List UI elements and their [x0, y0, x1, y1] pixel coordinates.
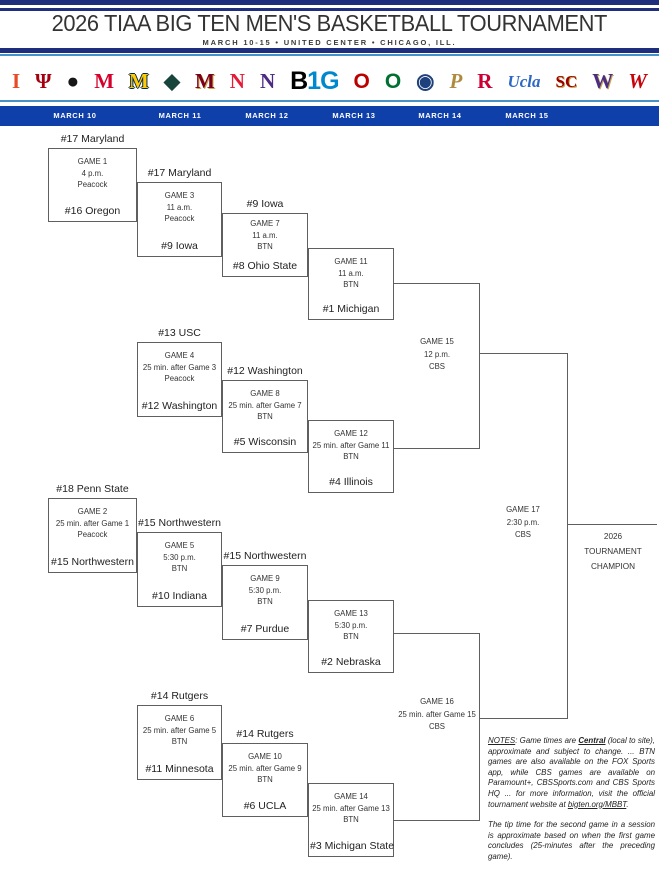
game-16-time: 25 min. after Game 15	[398, 709, 476, 719]
game-2-team-bottom: #15 Northwestern	[51, 556, 134, 568]
game-13-network: BTN	[343, 632, 359, 641]
game-3-team-bottom: #9 Iowa	[161, 240, 198, 252]
game-7-label: GAME 7	[250, 219, 280, 228]
game-9-box	[222, 565, 308, 640]
game-10-network: BTN	[257, 775, 273, 784]
game-4-team-bottom: #12 Washington	[141, 400, 218, 412]
game-1-team-top: #17 Maryland	[60, 133, 125, 145]
game-13-time: 5:30 p.m.	[334, 620, 368, 630]
page-title: 2026 TIAA BIG TEN MEN'S BASKETBALL TOURNAMENT	[51, 10, 608, 36]
game-11-team-bottom: #1 Michigan	[322, 303, 380, 315]
game-7	[222, 197, 308, 277]
notes-heading: NOTES	[488, 736, 516, 745]
game-12	[308, 404, 394, 493]
game-11-time: 11 a.m.	[338, 268, 364, 278]
game-4-box	[137, 342, 222, 417]
game-14-box	[308, 783, 394, 857]
game-1	[48, 132, 137, 222]
date-march-14: MARCH 14	[418, 111, 462, 120]
game-7-team-top: #9 Iowa	[246, 198, 284, 210]
game-14-team-top	[308, 767, 394, 783]
game-12-team-top	[308, 404, 394, 420]
game-3-team-top: #17 Maryland	[147, 167, 212, 179]
game-10-label: GAME 10	[248, 752, 282, 761]
date-header-bar	[0, 106, 659, 126]
purdue-logo: P	[449, 68, 463, 93]
game-2-network: Peacock	[77, 530, 108, 539]
game-17-label: GAME 17	[506, 505, 540, 514]
connector-final-vertical	[567, 353, 568, 719]
illinois-logo: I	[12, 68, 21, 93]
game-9-network: BTN	[257, 597, 273, 606]
big-ten-b1g-logo: B1G	[290, 66, 339, 95]
michigan-logo: M	[129, 68, 149, 93]
game-2-team-top: #18 Penn State	[56, 483, 129, 495]
game-12-box	[308, 420, 394, 493]
game-15-time: 12 p.m.	[423, 349, 450, 359]
game-16-network: CBS	[428, 722, 446, 731]
game-1-label: GAME 1	[77, 157, 108, 166]
game-16-label: GAME 16	[420, 697, 454, 706]
connector-game13-winner	[394, 633, 480, 634]
game-17	[482, 504, 564, 542]
header-divider-accent	[0, 54, 659, 56]
game-8	[222, 364, 308, 453]
game-14	[308, 767, 394, 857]
connector-game16-winner	[479, 718, 568, 719]
game-3-time: 11 a.m.	[166, 202, 193, 212]
game-3	[137, 166, 222, 257]
game-3-box	[137, 182, 222, 257]
game-4-network: Peacock	[164, 374, 195, 383]
maryland-logo: M	[94, 68, 115, 93]
game-13-team-bottom: #2 Nebraska	[321, 656, 381, 668]
game-11-team-top	[308, 232, 394, 248]
nebraska-logo: N	[229, 68, 245, 93]
game-6-box	[137, 705, 222, 780]
game-8-box	[222, 380, 308, 453]
game-6-team-bottom: #11 Minnesota	[145, 763, 214, 775]
connector-champion	[567, 524, 657, 525]
top-border-bar	[0, 0, 659, 5]
game-11-label: GAME 11	[334, 257, 368, 266]
game-8-time: 25 min. after Game 7	[228, 400, 302, 410]
washington-logo: W	[592, 68, 614, 93]
game-6-network: BTN	[171, 737, 188, 746]
game-5-network: BTN	[171, 564, 188, 573]
connector-game14-winner	[394, 820, 480, 821]
game-9	[222, 549, 308, 640]
game-8-network: BTN	[257, 412, 273, 421]
game-8-team-bottom: #5 Wisconsin	[233, 436, 297, 448]
page-subtitle: MARCH 10-15 • UNITED CENTER • CHICAGO, ILL.	[202, 38, 457, 47]
game-5-label: GAME 5	[164, 541, 195, 550]
game-14-label: GAME 14	[334, 792, 368, 801]
game-5-team-top: #15 Northwestern	[138, 517, 221, 529]
game-16	[389, 696, 485, 734]
connector-game12-winner	[394, 448, 480, 449]
game-7-time: 11 a.m.	[252, 230, 278, 240]
game-9-time: 5:30 p.m.	[248, 585, 282, 595]
wisconsin-logo: W	[628, 68, 647, 93]
connector-game11-winner	[394, 283, 480, 284]
game-7-network: BTN	[257, 242, 273, 251]
game-17-network: CBS	[514, 530, 532, 539]
game-5-time: 5:30 p.m.	[163, 552, 196, 562]
game-12-label: GAME 12	[334, 429, 368, 438]
minnesota-logo: M	[194, 68, 215, 93]
connector-semifinal1-vertical	[479, 283, 480, 449]
date-march-10: MARCH 10	[53, 111, 97, 120]
game-15-network: CBS	[428, 362, 446, 371]
northwestern-logo: N	[259, 68, 276, 93]
date-march-12: MARCH 12	[245, 111, 289, 120]
game-11	[308, 232, 394, 320]
notes-block	[488, 736, 655, 863]
game-12-time: 25 min. after Game 11	[312, 440, 390, 450]
game-13-team-top	[308, 584, 394, 600]
game-5-team-bottom: #10 Indiana	[152, 590, 207, 602]
game-4	[137, 326, 222, 417]
game-2-box	[48, 498, 137, 573]
game-14-time: 25 min. after Game 13	[312, 803, 390, 813]
game-6-label: GAME 6	[164, 714, 195, 723]
game-2-time: 25 min. after Game 1	[55, 518, 130, 528]
mbbt-website-link[interactable]: bigten.org/MBBT	[567, 799, 627, 809]
game-5	[137, 516, 222, 607]
header-divider-bar	[0, 48, 659, 53]
team-logo-strip	[12, 62, 647, 100]
game-1-network: Peacock	[77, 180, 108, 189]
game-2-label: GAME 2	[77, 507, 108, 516]
game-2	[48, 482, 137, 573]
game-1-team-bottom: #16 Oregon	[64, 205, 121, 217]
game-10-team-top: #14 Rutgers	[236, 728, 294, 740]
game-10	[222, 727, 308, 817]
game-6-time: 25 min. after Game 5	[142, 725, 217, 735]
connector-game15-winner	[479, 353, 568, 354]
game-6	[137, 689, 222, 780]
notes-central-emphasis: Central	[578, 736, 606, 745]
logo-strip-underline	[0, 100, 659, 102]
rutgers-logo: R	[477, 68, 493, 93]
game-11-box	[308, 248, 394, 320]
game-10-box	[222, 743, 308, 817]
usc-logo: SC	[555, 71, 578, 91]
game-11-network: BTN	[343, 280, 359, 289]
game-9-label: GAME 9	[250, 574, 280, 583]
game-8-label: GAME 8	[250, 389, 280, 398]
game-12-network: BTN	[343, 452, 359, 461]
game-10-time: 25 min. after Game 9	[228, 763, 302, 773]
game-4-team-top: #13 USC	[158, 327, 201, 339]
date-march-15: MARCH 15	[505, 111, 549, 120]
notes-paragraph-1: NOTES: Game times are Central (local to site), approximate and subject to change. ... BTN games are also available on the FOX Sports app, while CBS games are available on Paramount+, CBSSports.com and CBS Sports HQ ... for more information, visit the official tournament website at bigten.org/MBBT.	[488, 736, 655, 809]
game-13-label: GAME 13	[334, 609, 368, 618]
game-1-box	[48, 148, 137, 222]
game-12-team-bottom: #4 Illinois	[329, 476, 373, 488]
game-4-time: 25 min. after Game 3	[142, 362, 217, 372]
game-7-box	[222, 213, 308, 277]
indiana-logo: Ψ	[35, 68, 52, 93]
ohio-state-logo: O	[353, 69, 370, 93]
notes-paragraph-2: The tip time for the second game in a session is approximate based on when the first game concludes (25-minutes after the preceding game).	[488, 820, 655, 861]
game-10-team-bottom: #6 UCLA	[243, 800, 287, 812]
game-13-box	[308, 600, 394, 673]
game-5-box	[137, 532, 222, 607]
game-8-team-top: #12 Washington	[227, 365, 303, 377]
game-9-team-bottom: #7 Purdue	[240, 623, 290, 635]
game-17-time: 2:30 p.m.	[506, 517, 540, 527]
date-march-11: MARCH 11	[158, 111, 202, 120]
game-1-time: 4 p.m.	[81, 168, 104, 178]
game-3-label: GAME 3	[164, 191, 195, 200]
tournament-champion-label: 2026 TOURNAMENT CHAMPION	[584, 532, 642, 571]
michigan-state-spartan-logo: ◆	[163, 69, 180, 93]
game-14-network: BTN	[343, 815, 359, 824]
game-15-label: GAME 15	[420, 337, 454, 346]
game-7-team-bottom: #8 Ohio State	[232, 260, 298, 272]
iowa-hawkeye-logo: ●	[66, 69, 80, 93]
game-14-team-bottom: #3 Michigan State	[310, 840, 395, 852]
date-march-13: MARCH 13	[332, 111, 376, 120]
game-15	[397, 336, 477, 374]
game-9-team-top: #15 Northwestern	[223, 550, 307, 562]
penn-state-logo: ◉	[416, 69, 435, 93]
ucla-logo: Ucla	[507, 71, 541, 91]
game-6-team-top: #14 Rutgers	[150, 690, 209, 702]
oregon-logo: O	[384, 69, 402, 93]
game-3-network: Peacock	[164, 214, 195, 223]
game-4-label: GAME 4	[164, 351, 195, 360]
game-13	[308, 584, 394, 673]
